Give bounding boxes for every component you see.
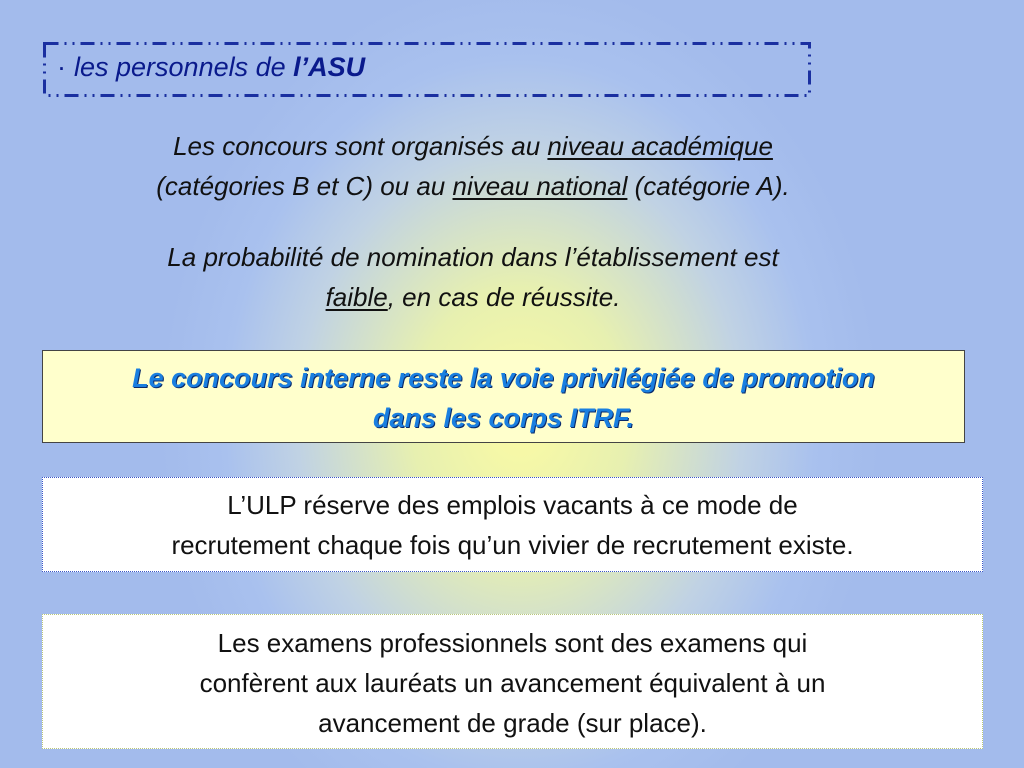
para1-text-b: (catégories B et C) ou au bbox=[156, 171, 453, 201]
exams-box bbox=[42, 614, 983, 749]
exams-line2: confèrent aux lauréats un avancement équivalent à un bbox=[199, 668, 826, 698]
para2-text: , en cas de réussite. bbox=[387, 282, 621, 312]
ulp-line1: L’ULP réserve des emplois vacants à ce mode de bbox=[227, 490, 798, 520]
para2-underline: faible bbox=[325, 282, 388, 312]
heading-box bbox=[43, 42, 811, 97]
callout-line2: dans les corps ITRF. bbox=[372, 403, 635, 433]
para1-text-a: Les concours sont organisés au bbox=[173, 131, 548, 161]
para1-underline-a: niveau académique bbox=[547, 131, 773, 161]
exams-line3: avancement de grade (sur place). bbox=[318, 708, 707, 738]
slide-title-emphasis: l’ASU bbox=[293, 52, 366, 82]
ulp-line2: recrutement chaque fois qu’un vivier de recrutement existe. bbox=[171, 530, 854, 560]
ulp-box bbox=[42, 477, 983, 572]
exams-line1: Les examens professionnels sont des examens qui bbox=[217, 628, 808, 658]
concours-paragraph bbox=[0, 126, 946, 206]
para2-line1: La probabilité de nomination dans l’établissement est bbox=[167, 242, 779, 272]
para1-text-c: (catégorie A). bbox=[627, 171, 790, 201]
probabilite-paragraph bbox=[0, 237, 946, 317]
para1-underline-b: niveau national bbox=[452, 171, 628, 201]
slide-title-prefix: les personnels de bbox=[74, 52, 294, 82]
bullet-icon: · bbox=[57, 52, 66, 82]
slide-title bbox=[57, 52, 365, 83]
callout-line1: Le concours interne reste la voie privilégiée de promotion bbox=[132, 363, 875, 393]
callout-box bbox=[42, 350, 965, 443]
